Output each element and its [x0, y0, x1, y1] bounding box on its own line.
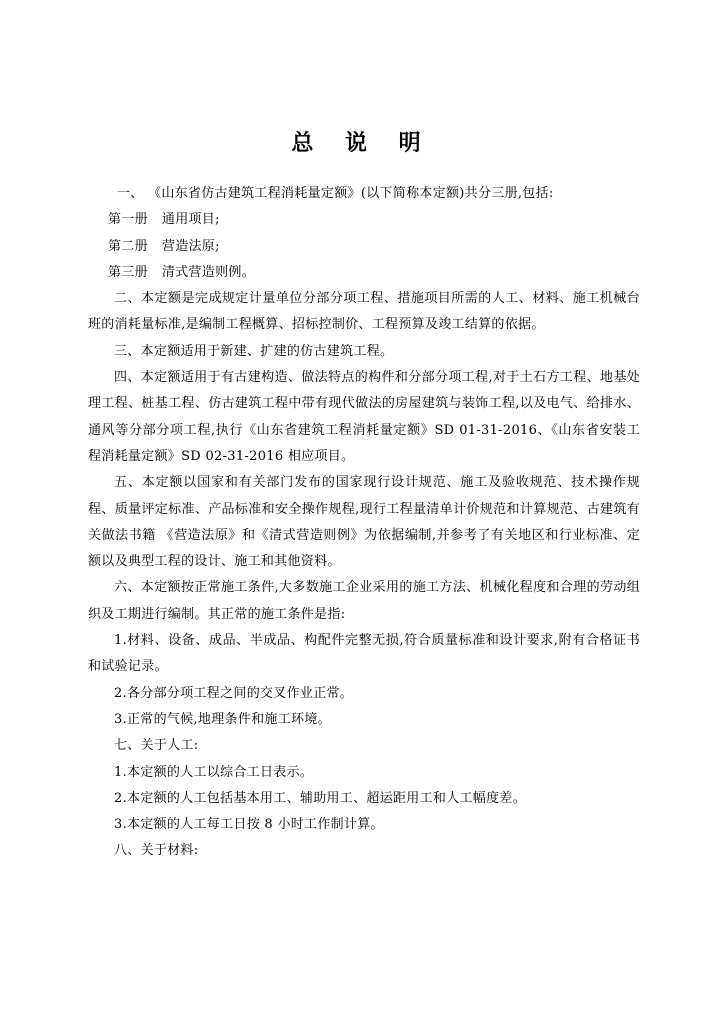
paragraph-2: 二、本定额是完成规定计量单位分部分项工程、措施项目所需的人工、材料、施工机械台班的消耗量标准,是编制工程概算、招标控制价、工程预算及竣工结算的依据。 [88, 291, 640, 333]
paragraph-6: 六、本定额按正常施工条件,大多数施工企业采用的施工方法、机械化程度和合理的劳动组织及工期进行编制。其正常的施工条件是指: [88, 580, 640, 622]
volume-3-name: 清式营造则例。 [161, 264, 256, 280]
paragraph-6-item-2: 2.各分部分项工程之间的交叉作业正常。 [114, 685, 354, 701]
paragraph-6-item-3: 3.正常的气候,地理条件和施工环境。 [114, 711, 331, 727]
volume-2 [88, 234, 640, 260]
paragraph-3: 三、本定额适用于新建、扩建的仿古建筑工程。 [114, 343, 394, 359]
paragraph-7-item-1: 1.本定额的人工以综合工日表示。 [114, 764, 314, 780]
volume-1 [88, 207, 640, 233]
volume-2-label: 第二册 [108, 238, 148, 254]
volume-1-label: 第一册 [108, 212, 148, 228]
paragraph-8: 八、关于材料: [114, 843, 199, 859]
paragraph-7-item-3: 3.本定额的人工每工日按 8 小时工作制计算。 [114, 817, 384, 833]
paragraph-7-item-2: 2.本定额的人工包括基本用工、辅助用工、超运距用工和人工幅度差。 [114, 790, 527, 806]
paragraph-5: 五、本定额以国家和有关部门发布的国家现行设计规范、施工及验收规范、技术操作规程、质量评定标准、产品标准和安全操作规程,现行工程量清单计价规范和计算规范、古建筑有关做法书籍 《营造法原》和《清式营造则例》为依据编制,并参考了有关地区和行业标准、定额以及典型工程的设计、施工和其他资料。 [88, 475, 640, 570]
volume-2-name: 营造法原; [161, 238, 220, 254]
page-title: 总 说 明 [291, 130, 433, 156]
paragraph-4: 四、本定额适用于有古建构造、做法特点的构件和分部分项工程,对于土石方工程、地基处理工程、桩基工程、仿古建筑工程中带有现代做法的房屋建筑与装饰工程,以及电气、给排水、通风等分部分项工程,执行《山东省建筑工程消耗量定额》SD 01-31-2016、《山东省安装工程消耗量定额》SD 02-31-2016 相应项目。 [88, 370, 640, 464]
document-body [88, 181, 640, 865]
volume-3 [88, 260, 640, 286]
paragraph-1: 一、 《山东省仿古建筑工程消耗量定额》(以下简称本定额)共分三册,包括: [117, 186, 554, 201]
paragraph-7: 七、关于人工: [114, 738, 199, 754]
volume-3-label: 第三册 [108, 264, 148, 280]
paragraph-6-item-1: 1.材料、设备、成品、半成品、构配件完整无损,符合质量标准和设计要求,附有合格证书和试验记录。 [88, 633, 640, 675]
volume-1-name: 通用项目; [161, 212, 220, 228]
